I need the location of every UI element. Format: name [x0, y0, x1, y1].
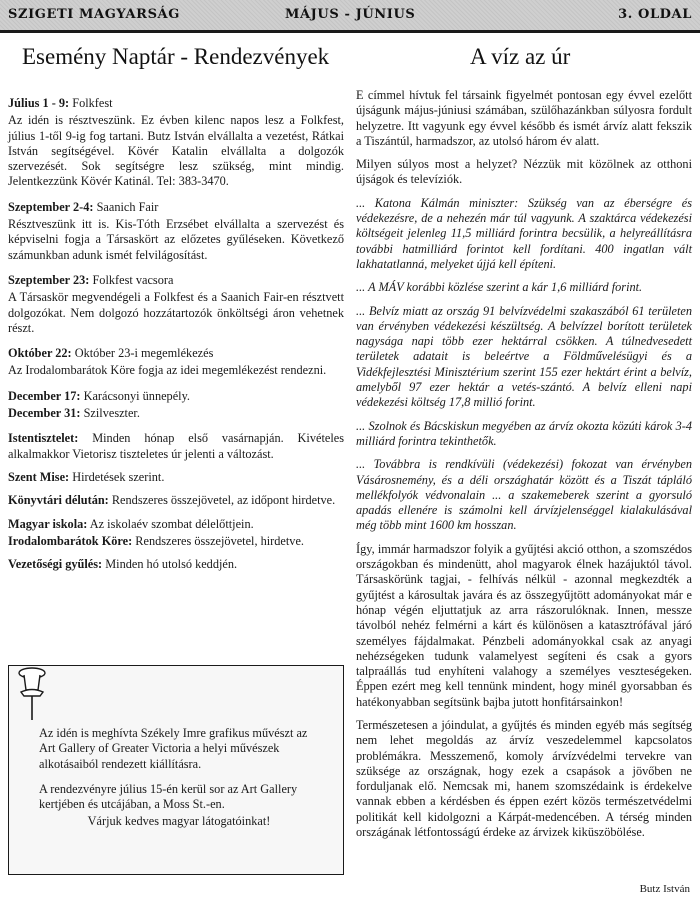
right-article-title: A víz az úr — [470, 44, 571, 69]
service-item: Istentisztelet: Minden hónap első vasárnapján. Kivételes alkalmakkor Vietorisz tiszteletes úr jelenti a változást. — [8, 431, 344, 461]
article-paragraph: Milyen súlyos most a helyzet? Nézzük mit közölnek az otthoni újságok és televíziók. — [356, 157, 692, 187]
article-quote: ... Szolnok és Bácskiskun megyében az árvíz okozta közúti károk 3-4 milliárd forintra tekinthetők. — [356, 418, 692, 448]
service-item: Irodalombarátok Köre: Rendszeres összejövetel, hirdetve. — [8, 533, 304, 548]
article-quote: ... Belvíz miatt az ország 91 belvízvédelmi szakaszából 61 területen van érvényben védekezési készültség. A belvízzel borított területek nagysága napi több ezer hektárral csökken. A túlnedvesedett területek adatait is beleértve a Földművelésügyi és a Vidékfejlesztési Minisztérium szerint 155 ezer hektárt érint a belvíz, amelyből 97 ezer hektár a vetés-szántó. A belvíz elleni napi védekezési költség 17,8 millió forint. — [356, 303, 692, 410]
event-heading: Október 22: Október 23-i megemlékezés — [8, 346, 214, 361]
pushpin-icon — [13, 666, 51, 724]
service-item: Vezetőségi gyűlés: Minden hó utolsó keddjén. — [8, 557, 238, 572]
event-heading: Szeptember 2-4: Saanich Fair — [8, 199, 159, 214]
service-item: Magyar iskola: Az iskolaév szombat délelőttjein. — [8, 516, 254, 531]
issue-date: MÁJUS - JÚNIUS — [285, 7, 416, 22]
service-item: Szent Mise: Hirdetések szerint. — [8, 469, 165, 484]
event-description: A Társaskör megvendégeli a Folkfest és a Saanich Fair-en résztvett dolgozókat. Nem dolgozó hozzátartozók önköltségi áron vehetnek részt. — [8, 290, 344, 335]
left-article-title: Esemény Naptár - Rendezvények — [22, 44, 330, 69]
event-calendar-column — [8, 96, 344, 580]
event-description: Résztveszünk itt is. Kis-Tóth Erzsébet elvállalta a szervezést és képviselni fogja a Társaskört az előzetes gyűléseken. Következő számunkban adunk ismét felvilágosítást. — [8, 217, 344, 262]
event-heading: Július 1 - 9: Folkfest — [8, 96, 113, 110]
article-paragraph: E címmel hívtuk fel társaink figyelmét pontosan egy évvel ezelőtt újságunk május-júniusi számában, szülőhazánkban súlyosra fordult helyzetre. Itt vagyunk egy évvel később és ismét árvíz alatt fekszik a Tiszántúl, harmadszor, az utolsó három év alatt. — [356, 88, 692, 148]
newspaper-title: SZIGETI MAGYARSÁG — [8, 7, 180, 22]
page-header — [0, 0, 700, 30]
article-quote: ... Katona Kálmán miniszter: Szükség van az éberségre és védekezésre, de a nehezén már túl vagyunk. A szaktárca védekezési költségeit jelenleg 11,5 milliárd forintra becsülik, a helyreállításra további hatmilliárd forintot kell fordítani. 400 ingatlan vált lakhatatlanná, melyeket újjá kell építeni. — [356, 195, 692, 271]
holiday-item: December 31: Szilveszter. — [8, 406, 140, 421]
article-paragraph: Így, immár harmadszor folyik a gyűjtési akció otthon, a szomszédos országokban és mindenütt, ahol magyarok élnek hazájuktól távol. Társaskörünk tagjai, - felhívás nélkül - azonnal megkezdték a gyűjtést a károsultak javára és az összegyűjtött adományokat már e hónap végén eljuttatjuk az arra rászorulóknak. Innen, messze távolból nehéz felmérni a kárt és különösen a katasztrófával járó személyes fájdalmakat. Pénzbeli adományokkal csak az anyagi nehézségeken tudunk valamelyest segíteni és csak a gyors talpraállás tud enyhíteni valahogy a személyes veszteségeken. Éppen ezért meg kell tennünk mindent, hogy minél gyorsabban és hatékonyabban segítsünk bajba jutott honfitársainkon! — [356, 541, 692, 709]
art-gallery-notice — [8, 665, 344, 875]
article-quote: ... Továbbra is rendkívüli (védekezési) fokozat van érvényben Vásárosnemény, és a déli országhatár között és a Tiszát tápláló mellékfolyók védvonalain ... a szakemeberek szerint a gyorsuló apadás ellenére is számolni kell árvízjelenséggel kialakulásával még több mint 1600 km hosszan. — [356, 457, 692, 533]
notice-text — [39, 726, 319, 840]
article-quote: ... A MÁV korábbi közlése szerint a kár 1,6 milliárd forint. — [356, 280, 643, 295]
article-byline: Butz István — [639, 883, 690, 895]
notice-paragraph: A rendezvényre július 15-én kerül sor az Art Gallery kertjében és utcájában, a Moss St.-en. — [39, 781, 298, 812]
header-rule — [0, 30, 700, 33]
page-number: 3. OLDAL — [618, 7, 692, 22]
notice-paragraph: Az idén is meghívta Székely Imre grafikus művészt az Art Gallery of Greater Victoria a helyi művészek alkotásaiból rendezett kiállításra. — [39, 726, 308, 771]
notice-paragraph: Várjuk kedves magyar látogatóinkat! — [87, 814, 271, 829]
holiday-item: December 17: Karácsonyi ünnepély. — [8, 388, 190, 403]
flood-article-column — [356, 88, 692, 848]
event-description: Az Irodalombarátok Köre fogja az idei megemlékezést rendezni. — [8, 363, 327, 378]
event-heading: Szeptember 23: Folkfest vacsora — [8, 272, 174, 287]
event-description: Az idén is résztveszünk. Ez évben kilenc napos lesz a Folkfest, július 1-től 9-ig fog tartani. Butz István elvállalta a vezetést, Rátkai István segítségével. Kövér Katalin elvállalta a dolgozók szervezését. Sok segítségre lesz szükség, mint mindig. Jelentkezzünk Kövér Katinál. Tel: 383-3470. — [8, 113, 344, 189]
service-item: Könyvtári délután: Rendszeres összejövetel, az időpont hirdetve. — [8, 493, 336, 508]
article-paragraph: Természetesen a jóindulat, a gyűjtés és minden egyéb más segítség nem lehet megoldás az árvíz veszedelemmel kapcsolatos problémákra. Messzemenő, komoly árvízvédelmi tervekre van szüksége az országnak, hogy ezek a csapások a jövőben ne forduljanak elő. Nemcsak mi, hanem szomszédaink is érdekelve vannak ebben a kérdésben és éppen ezért közös természetvédelmi politikát kell kidolgozni a Kárpát-medencében. A térség minden országának létfontosságú érdeke az árvizek kiküszöbölése. — [356, 717, 692, 840]
